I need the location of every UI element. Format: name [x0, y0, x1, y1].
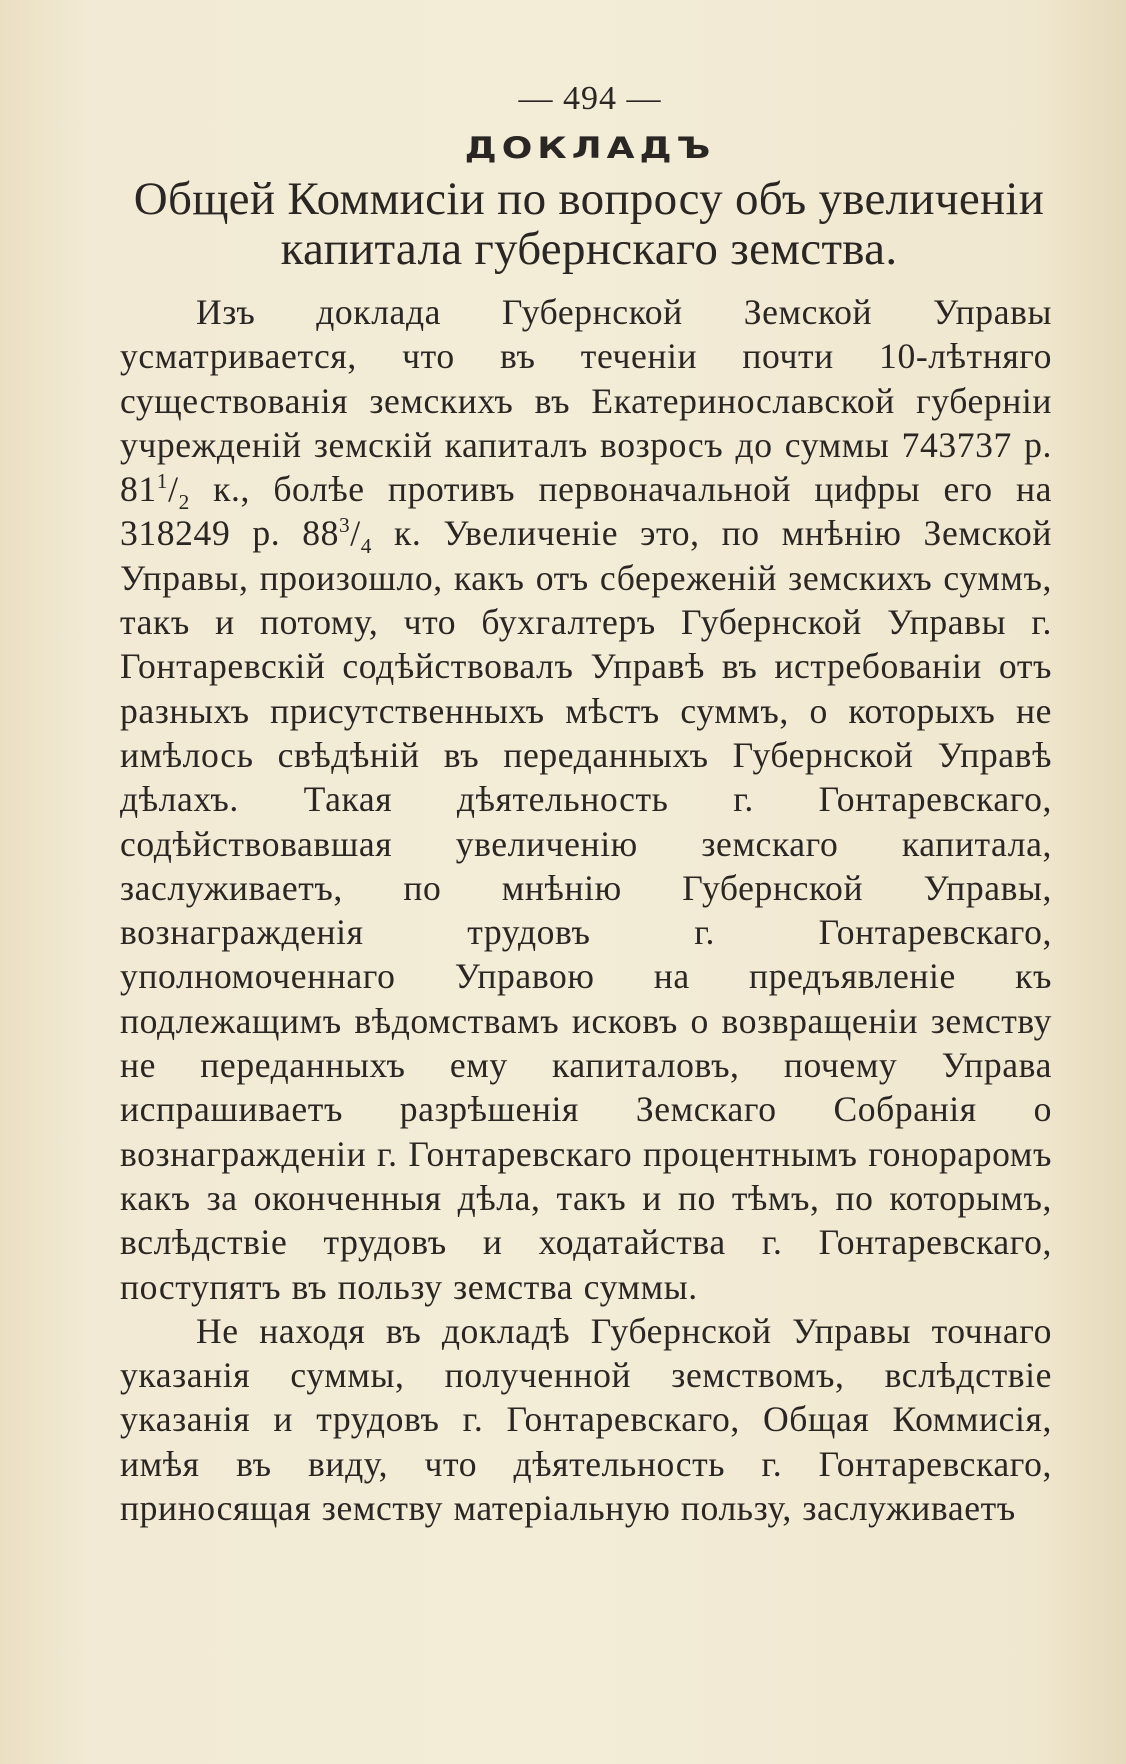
fraction-1-numerator: 1 [156, 469, 169, 494]
page-number: — 494 — [518, 80, 662, 117]
fraction-1-denominator: 2 [178, 490, 190, 515]
body-text [120, 290, 1052, 1530]
paragraph-1: Изъ доклада Губернской Земской Управы усматривается, что въ теченіи почти 10-лѣтняго существованія земскихъ въ Екатеринославской губерніи учрежденій земскій капиталъ возросъ до суммы 743737 р. $81^1/_2$ к., болѣе противъ первоначальной цифры его на 318249 р. $88^3/_4$ к. Увеличеніе это, по мнѣнію Земской Управы, произошло, какъ отъ сбереженій земскихъ суммъ, такъ и потому, что бухгалтеръ Губернской Управы г. Гонтаревскій содѣйствовалъ Управѣ въ истребованіи отъ разныхъ присутственныхъ мѣстъ суммъ, о которыхъ не имѣлось свѣдѣній въ переданныхъ Губернской Управѣ дѣлахъ. Такая дѣятельность г. Гонтаревскаго, содѣйствовавшая увеличенію земскаго капитала, заслуживаетъ, по мнѣнію Губернской Управы, вознагражденія трудовъ г. Гонтаревскаго, уполномоченнаго Управою на предъявленіе къ подлежащимъ вѣдомствамъ исковъ о возвращеніи земству не переданныхъ ему капиталовъ, почему Управа испрашиваетъ разрѣшенія Земскаго Собранія о вознагражденіи г. Гонтаревскаго процентнымъ гонораромъ какъ за оконченныя дѣла, такъ и по тѣмъ, по которымъ, вслѣдствіе трудовъ и ходатайства г. Гонтаревскаго, поступятъ въ пользу земства суммы. [120, 292, 1052, 1307]
document-title: ДОКЛАДЪ [464, 131, 716, 166]
document-subtitle: Общей Коммисіи по вопросу объ увеличеніи капитала губернскаго земства. [133, 173, 1045, 275]
fraction-2-numerator: 3 [338, 513, 351, 538]
paragraph-1-text-part-2: к., болѣе противъ первоначальной цифры его на 318249 р. 88 [120, 469, 1052, 554]
fraction-2-denominator: 4 [360, 534, 373, 559]
paragraph-1-text-part-1: Изъ доклада Губернской Земской Управы усматривается, что въ теченіи почти 10-лѣтняго существованія земскихъ въ Екатеринославской губерніи учрежденій земскій капиталъ возросъ до суммы 743737 р. 81 [120, 292, 1052, 510]
paragraph-1-text-part-3: к. Увеличеніе это, по мнѣнію Земской Управы, произошло, какъ отъ сбереженій земскихъ суммъ, такъ и потому, что бухгалтеръ Губернской Управы г. Гонтаревскій содѣйствовалъ Управѣ въ истребованіи отъ разныхъ присутственныхъ мѣстъ суммъ, о которыхъ не имѣлось свѣдѣній въ переданныхъ Губернской Управѣ дѣлахъ. Такая дѣятельность г. Гонтаревскаго, содѣйствовавшая увеличенію земскаго капитала, заслуживаетъ, по мнѣнію Губернской Управы, вознагражденія трудовъ г. Гонтаревскаго, уполномоченнаго Управою на предъявленіе къ подлежащимъ вѣдомствамъ исковъ о возвращеніи земству не переданныхъ ему капиталовъ, почему Управа испрашиваетъ разрѣшенія Земскаго Собранія о вознагражденіи г. Гонтаревскаго процентнымъ гонораромъ какъ за оконченныя дѣла, такъ и по тѣмъ, по которымъ, вслѣдствіе трудовъ и ходатайства г. Гонтаревскаго, поступятъ въ пользу земства суммы. [120, 513, 1052, 1307]
paragraph-2: Не находя въ докладѣ Губернской Управы точнаго указанія суммы, полученной земствомъ, вслѣдствіе указанія и трудовъ г. Гонтаревскаго, Общая Коммисія, имѣя въ виду, что дѣятельность г. Гонтаревскаго, приносящая земству матеріальную пользу, заслуживаетъ [120, 1310, 1052, 1529]
